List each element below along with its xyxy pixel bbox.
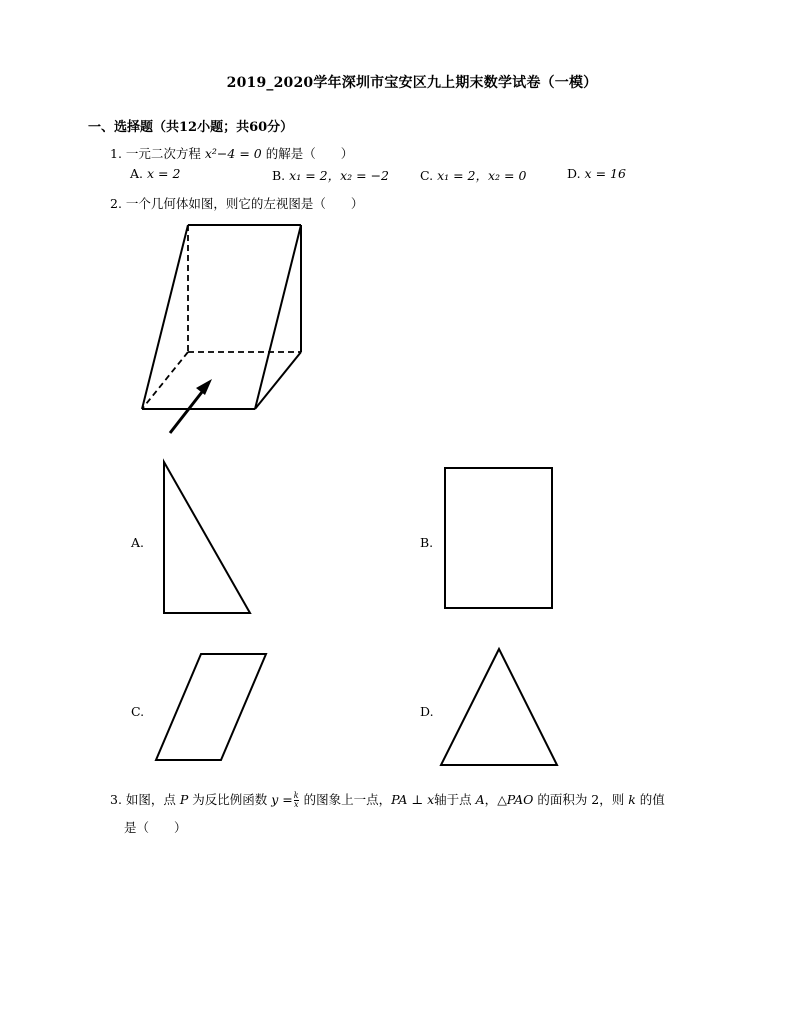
triangle-expr: △PAO <box>497 792 534 807</box>
option-label: D. <box>567 166 581 181</box>
question-2-stem: 2. 一个几何体如图，则它的左视图是（ ） <box>110 196 364 211</box>
option-text: x₁ = 2，x₂ = −2 <box>289 168 389 183</box>
function-lhs: y = <box>271 792 293 807</box>
perpendicular-expr: PA ⊥ x <box>391 792 435 807</box>
option-text: x = 2 <box>147 166 181 181</box>
fraction-denominator: x <box>293 800 299 809</box>
question-2-option-d-label: D. <box>420 704 434 719</box>
stem-text: 轴于点 <box>434 792 476 807</box>
stem-text: 为反比例函数 <box>188 792 272 807</box>
var-a: A <box>475 792 485 807</box>
option-label: A. <box>130 166 144 181</box>
option-label: C. <box>420 168 434 183</box>
question-1-suffix: 的解是（ ） <box>261 146 354 161</box>
stem-text: 的面积为 2，则 <box>533 792 629 807</box>
option-text: x₁ = 2，x₂ = 0 <box>437 168 527 183</box>
option-label: B. <box>272 168 286 183</box>
question-2-option-a-label: A. <box>131 535 145 550</box>
var-k: k <box>628 792 636 807</box>
fraction-numerator: k <box>293 791 299 800</box>
question-2-option-b-label: B. <box>420 535 434 550</box>
question-1-equation: x²−4 = 0 <box>204 146 262 161</box>
question-3-stem-line2: 是（ ） <box>124 820 187 835</box>
stem-text: 3. 如图，点 <box>110 792 180 807</box>
question-2-option-c-label: C. <box>131 704 145 719</box>
section-heading: 一、选择题（共12小题；共60分） <box>88 120 294 135</box>
fraction-k-over-x <box>294 792 299 809</box>
option-text: x = 16 <box>584 166 626 181</box>
question-1-prefix: 1. 一元二次方程 <box>110 146 205 161</box>
stem-text: ， <box>484 792 498 807</box>
var-p: P <box>179 792 189 807</box>
question-3-stem <box>110 790 665 809</box>
stem-text: 的图象上一点， <box>299 792 392 807</box>
page-title: 2019_2020学年深圳市宝安区九上期末数学试卷（一模） <box>226 75 598 91</box>
stem-text: 的值 <box>635 792 665 807</box>
